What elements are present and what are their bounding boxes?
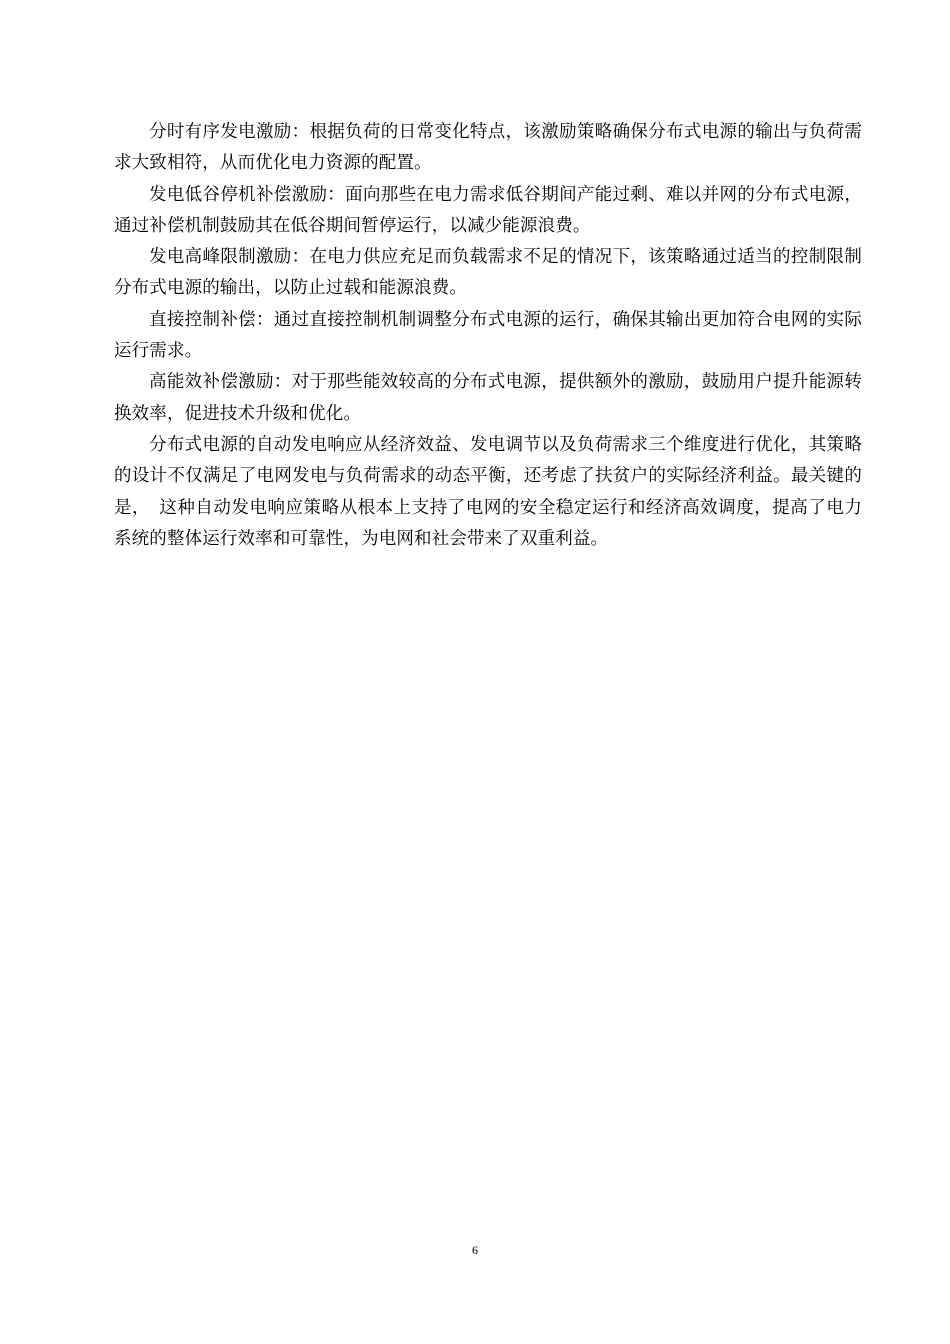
paragraph-low-valley-shutdown-compensation: 发电低谷停机补偿激励：面向那些在电力需求低谷期间产能过剩、难以并网的分布式电源，通过补偿机制鼓励其在低谷期间暂停运行，以减少能源浪费。 xyxy=(114,184,862,236)
paragraph-summary: 分布式电源的自动发电响应从经济效益、发电调节以及负荷需求三个维度进行优化，其策略的设计不仅满足了电网发电与负荷需求的动态平衡，还考虑了扶贫户的实际经济利益。最关键的是， 这种自动发电响应策略从根本上支持了电网的安全稳定运行和经济高效调度，提高了电力系统的整体运行效率和可靠性，为电网和社会带来了双重利益。 xyxy=(114,434,862,549)
paragraph-high-efficiency-compensation: 高能效补偿激励：对于那些能效较高的分布式电源，提供额外的激励，鼓励用户提升能源转换效率，促进技术升级和优化。 xyxy=(114,372,862,424)
paragraph-direct-control-compensation: 直接控制补偿：通过直接控制机制调整分布式电源的运行，确保其输出更加符合电网的实际运行需求。 xyxy=(114,309,862,362)
page-body xyxy=(114,117,862,555)
page-number: 6 xyxy=(472,1243,478,1257)
paragraph-peak-limit-incentive: 发电高峰限制激励：在电力供应充足而负载需求不足的情况下，该策略通过适当的控制限制分布式电源的输出，以防止过载和能源浪费。 xyxy=(114,247,862,299)
paragraph-time-sharing-incentive: 分时有序发电激励：根据负荷的日常变化特点，该激励策略确保分布式电源的输出与负荷需求大致相符，从而优化电力资源的配置。 xyxy=(114,122,862,174)
